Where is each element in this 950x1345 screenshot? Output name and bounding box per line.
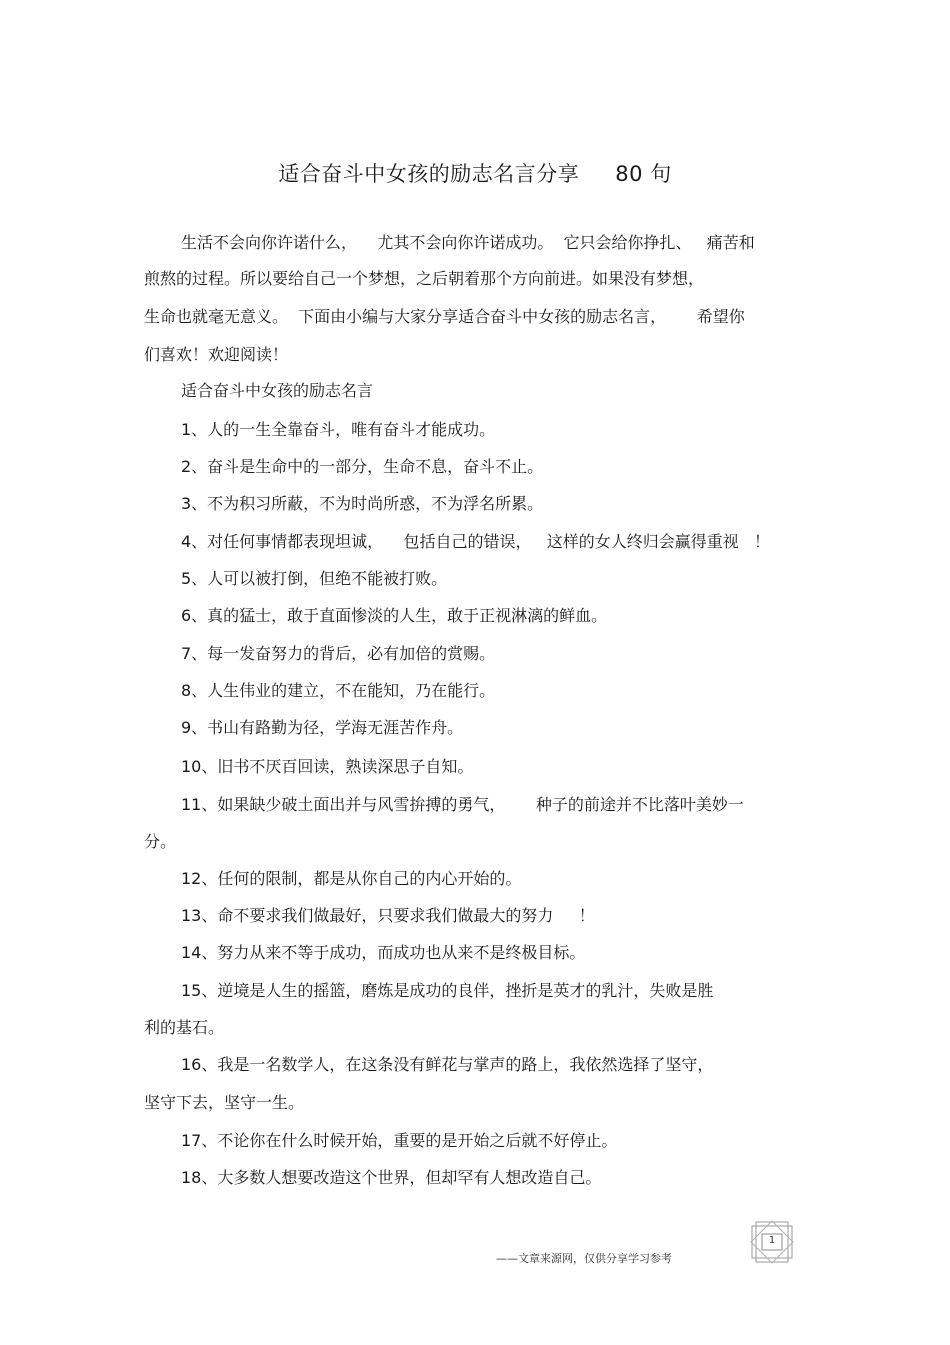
document-title — [0, 158, 950, 188]
quote-line: 坚守下去，坚守一生。 — [144, 1093, 305, 1112]
section-heading: 适合奋斗中女孩的励志名言 — [181, 381, 374, 400]
intro-line: 们喜欢！欢迎阅读！ — [144, 345, 289, 364]
intro-line: 生活不会向你许诺什么， 尤其不会向你许诺成功。 它只会给你挣扎、 痛苦和 — [181, 233, 755, 252]
quote-line: 11、如果缺少破土面出并与风雪拚搏的勇气， 种子的前途并不比落叶美妙一 — [181, 795, 744, 814]
intro-line: 生命也就毫无意义。 下面由小编与大家分享适合奋斗中女孩的励志名言， 希望你 — [144, 307, 745, 326]
quote-line: 1、人的一生全靠奋斗，唯有奋斗才能成功。 — [181, 420, 496, 439]
quote-line: 13、命不要求我们做最好，只要求我们做最大的努力 ！ — [181, 906, 595, 925]
quote-line: 10、旧书不厌百回读，熟读深思子自知。 — [181, 757, 474, 776]
source-note: ——文章来源网，仅供分享学习参考 — [496, 1252, 672, 1265]
quote-line: 18、大多数人想要改造这个世界，但却罕有人想改造自己。 — [181, 1168, 602, 1187]
quote-line: 14、努力从来不等于成功，而成功也从来不是终极目标。 — [181, 943, 586, 962]
page-number: 1 — [768, 1235, 776, 1246]
title-main: 适合奋斗中女孩的励志名言分享 — [278, 162, 580, 186]
quote-line: 16、我是一名数学人，在这条没有鲜花与掌声的路上，我依然选择了坚守， — [181, 1055, 714, 1074]
quote-line: 9、书山有路勤为径，学海无涯苦作舟。 — [181, 718, 464, 737]
title-count: 80 句 — [615, 162, 672, 186]
quote-line: 6、真的猛士，敢于直面惨淡的人生，敢于正视淋漓的鲜血。 — [181, 606, 608, 625]
quote-line: 4、对任何事情都表现坦诚， 包括自己的错误， 这样的女人终归会赢得重视 ！ — [181, 532, 771, 551]
quote-line: 利的基石。 — [144, 1018, 225, 1037]
quote-line: 5、人可以被打倒，但绝不能被打败。 — [181, 569, 448, 588]
quote-line: 分。 — [144, 832, 177, 851]
quote-line: 15、逆境是人生的摇篮，磨炼是成功的良伴，挫折是英才的乳汁，失败是胜 — [181, 981, 714, 1000]
quote-line: 8、人生伟业的建立，不在能知，乃在能行。 — [181, 681, 496, 700]
quote-line: 3、不为积习所蔽，不为时尚所惑，不为浮名所累。 — [181, 494, 544, 513]
quote-line: 7、每一发奋努力的背后，必有加倍的赏赐。 — [181, 644, 496, 663]
quote-line: 17、不论你在什么时候开始，重要的是开始之后就不好停止。 — [181, 1131, 618, 1150]
quote-line: 12、任何的限制，都是从你自己的内心开始的。 — [181, 869, 522, 888]
quote-line: 2、奋斗是生命中的一部分，生命不息，奋斗不止。 — [181, 457, 544, 476]
intro-line: 煎熬的过程。所以要给自己一个梦想，之后朝着那个方向前进。如果没有梦想， — [144, 269, 705, 288]
page-number-badge — [748, 1218, 796, 1266]
